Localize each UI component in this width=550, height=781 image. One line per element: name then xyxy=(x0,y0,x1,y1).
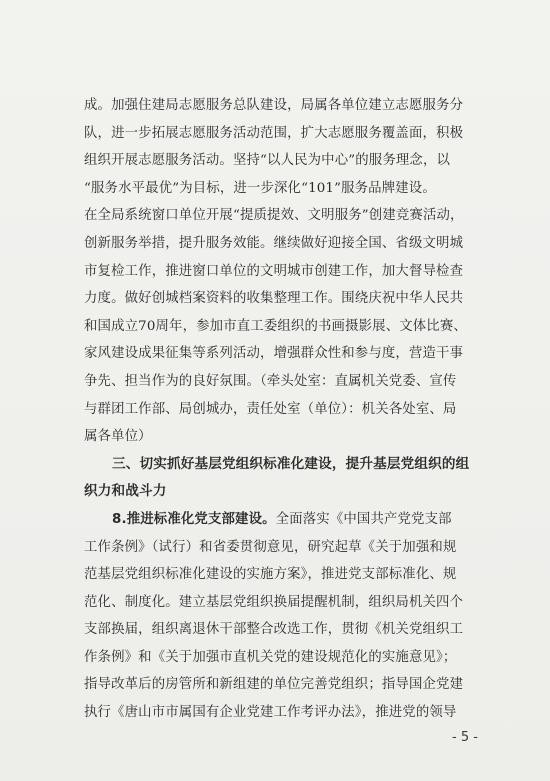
paragraph-line: 执行《唐山市市属国有企业党建工作考评办法》，推进党的领导 xyxy=(84,705,457,721)
paragraph-line: 作条例》和《关于加强市直机关党的建设规范化的实施意见》； xyxy=(84,649,457,665)
page-number: - 5 - xyxy=(452,730,478,745)
paragraph-line: 创新服务举措，提升服务效能。继续做好迎接全国、省级文明城 xyxy=(84,235,464,251)
paragraph-line: 支部换届，组织离退休干部整合改选工作，贯彻《机关党组织工 xyxy=(84,622,464,638)
paragraph-line: 市复检工作，推进窗口单位的文明城市创建工作，加大督导检查 xyxy=(84,263,464,279)
item-8-first-line-text: 全面落实《中国共产党党支部 xyxy=(275,511,452,527)
paragraph-line: 队，进一步拓展志愿服务活动范围，扩大志愿服务覆盖面，积极 xyxy=(84,125,464,141)
paragraph-line: 范基层党组织标准化建设的实施方案》，推进党支部标准化、规 xyxy=(84,567,457,583)
paragraph-line: “服务水平最优”为目标，进一步深化“101”服务品牌建设。 xyxy=(84,180,436,196)
paragraph-line: 属各单位） xyxy=(84,429,152,445)
paragraph-line: 组织开展志愿服务活动。坚持“以人民为中心”的服务理念，以 xyxy=(84,153,451,169)
paragraph-line: 指导改革后的房管所和新组建的单位完善党组织；指导国企党建 xyxy=(84,677,464,693)
item-8-first-line xyxy=(84,506,498,534)
paragraph-line: 工作条例》（试行）和省委贯彻意见，研究起草《关于加强和规 xyxy=(84,539,457,555)
paragraph-line: 力度。做好创城档案资料的收集整理工作。围绕庆祝中华人民共 xyxy=(84,291,464,307)
paragraph-line: 范化、制度化。建立基层党组织换届提醒机制，组织局机关四个 xyxy=(84,594,464,610)
item-8-title: 8.推进标准化党支部建设。 xyxy=(112,511,276,527)
paragraph-line: 在全局系统窗口单位开展“提质提效、文明服务”创建竞赛活动， xyxy=(84,208,464,224)
paragraph-line: 争先、担当作为的良好氛围。（牵头处室：直属机关党委、宣传 xyxy=(84,373,457,389)
paragraph-line: 与群团工作部、局创城办，责任处室（单位）：机关各处室、局 xyxy=(84,401,457,417)
section-heading-continued: 织力和战斗力 xyxy=(84,483,167,500)
paragraph-line: 家风建设成果征集等系列活动，增强群众性和参与度，营造干事 xyxy=(84,346,464,362)
paragraph-line: 成。加强住建局志愿服务总队建设，局属各单位建立志愿服务分 xyxy=(84,98,464,113)
section-heading: 三、切实抓好基层党组织标准化建设，提升基层党组织的组 xyxy=(112,455,470,472)
document-body xyxy=(84,92,498,727)
paragraph-line: 和国成立70周年，参加市直工委组织的书画摄影展、文体比赛、 xyxy=(84,318,467,334)
